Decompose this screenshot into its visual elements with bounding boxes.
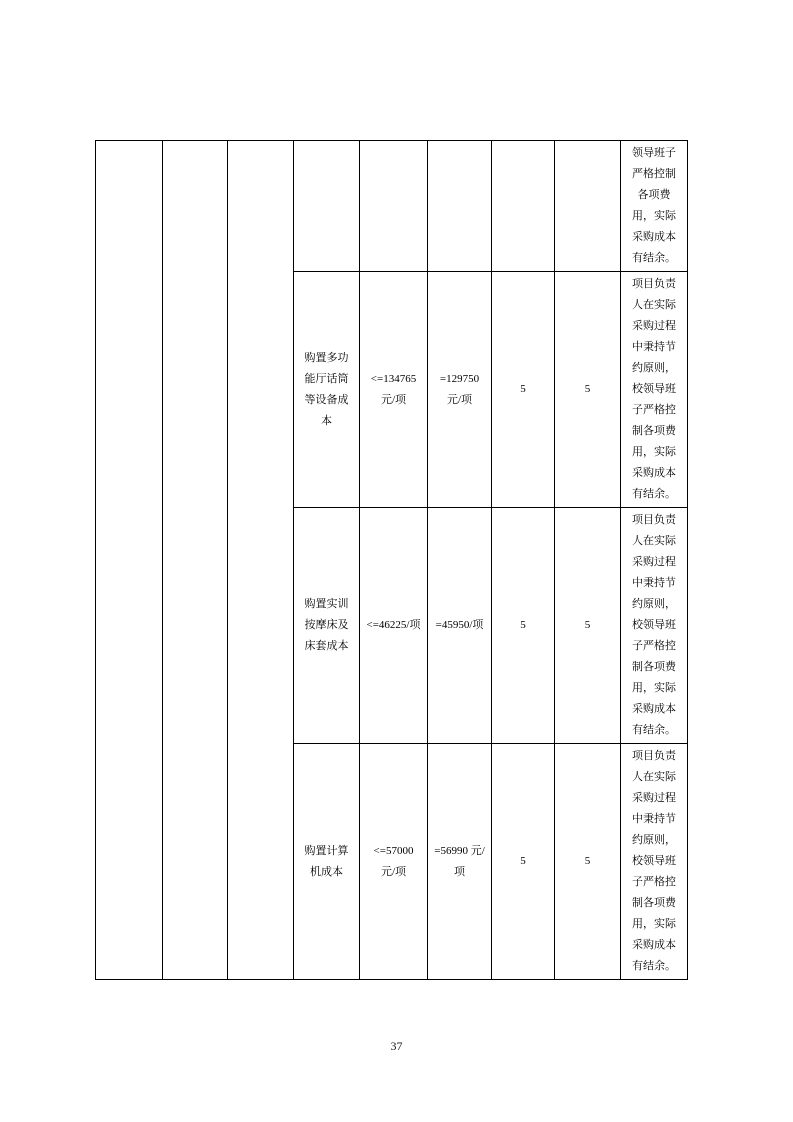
indicator-name-cell: 购置多功能厅话筒等设备成本 — [294, 272, 360, 508]
remark-cell: 项目负责人在实际采购过程中秉持节约原则，校领导班子严格控制各项费用，实际采购成本有结余。 — [621, 272, 688, 508]
score-cell-a: 5 — [492, 508, 555, 744]
score-cell-b: 5 — [555, 508, 621, 744]
table-row — [96, 141, 688, 272]
page-number: 37 — [390, 1039, 403, 1053]
target-value-cell: <=46225/项 — [360, 508, 428, 744]
score-cell-a: 5 — [492, 272, 555, 508]
actual-value-cell: =45950/项 — [428, 508, 492, 744]
actual-value-cell: =129750 元/项 — [428, 272, 492, 508]
actual-value-cell: =56990 元/项 — [428, 744, 492, 980]
performance-indicator-table — [95, 140, 688, 980]
score-cell-b — [555, 141, 621, 272]
remark-cell: 项目负责人在实际采购过程中秉持节约原则，校领导班子严格控制各项费用，实际采购成本有结余。 — [621, 508, 688, 744]
remark-cell: 项目负责人在实际采购过程中秉持节约原则，校领导班子严格控制各项费用，实际采购成本有结余。 — [621, 744, 688, 980]
merged-empty-cell-2 — [163, 141, 228, 980]
target-value-cell: <=134765 元/项 — [360, 272, 428, 508]
score-cell-a: 5 — [492, 744, 555, 980]
target-value-cell: <=57000 元/项 — [360, 744, 428, 980]
actual-value-cell — [428, 141, 492, 272]
indicator-name-cell: 购置实训按摩床及床套成本 — [294, 508, 360, 744]
score-cell-b: 5 — [555, 272, 621, 508]
indicator-name-cell: 购置计算机成本 — [294, 744, 360, 980]
merged-empty-cell-3 — [228, 141, 294, 980]
target-value-cell — [360, 141, 428, 272]
remark-cell: 领导班子严格控制各项费用，实际采购成本有结余。 — [621, 141, 688, 272]
score-cell-a — [492, 141, 555, 272]
indicator-name-cell — [294, 141, 360, 272]
score-cell-b: 5 — [555, 744, 621, 980]
merged-empty-cell-1 — [96, 141, 163, 980]
